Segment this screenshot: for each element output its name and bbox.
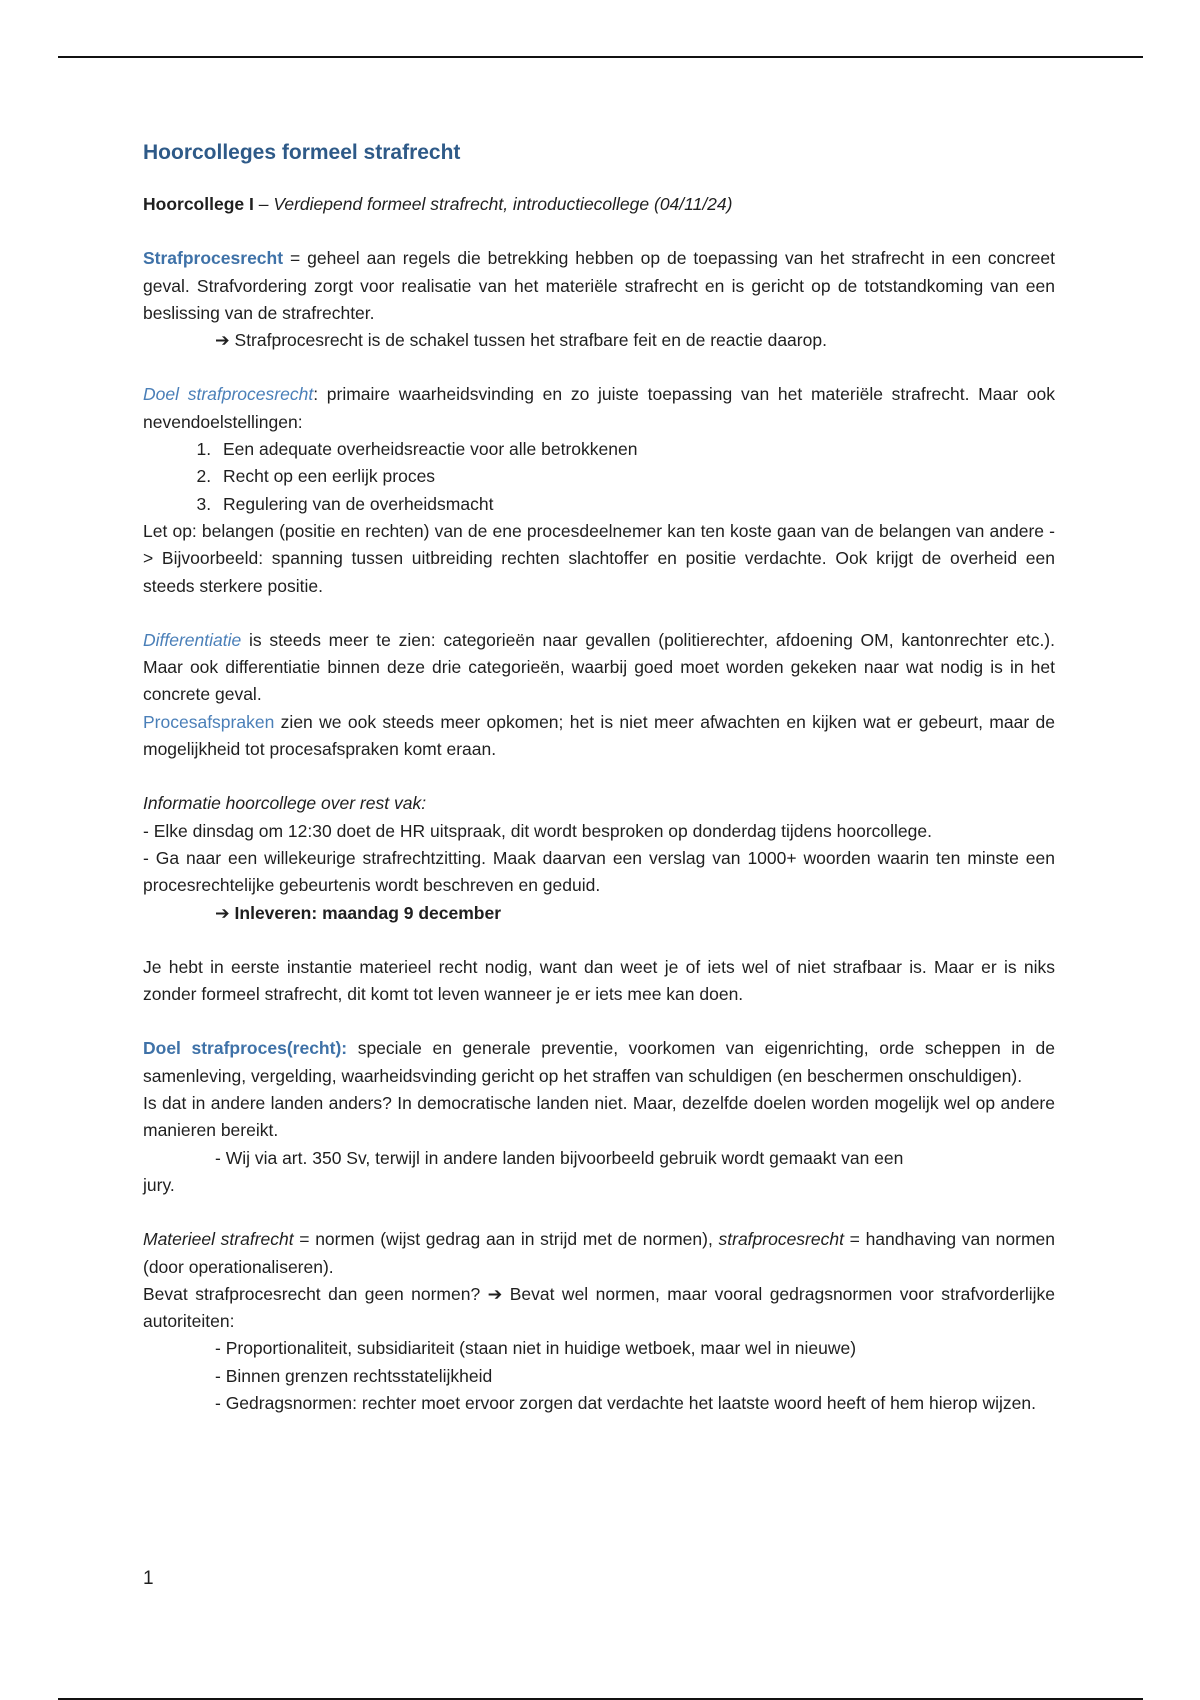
- page-number: 1: [143, 1568, 154, 1589]
- lecture-separator: –: [253, 194, 274, 214]
- section-normen: [143, 1226, 1055, 1281]
- lecture-heading: [143, 191, 1055, 218]
- list-item: 2. Recht op een eerlijk proces: [216, 463, 1055, 490]
- section3-text2: zien we ook steeds meer opkomen; het is niet meer afwachten en kijken wat er gebeurt, maar de mogelijkheid tot procesafspraken komt eraan.: [143, 711, 1055, 760]
- document-body: [143, 138, 1055, 1417]
- list-item: 1. Een adequate overheidsreactie voor alle betrokkenen: [216, 436, 1055, 463]
- section6-text: speciale en generale preventie, voorkomen van eigenrichting, orde scheppen in de samenleving, vergelding, waarheidsvinding gericht op het straffen van schuldigen (en beschermen onschuldigen).: [143, 1038, 1055, 1086]
- list-item: 3. Regulering van de overheidsmacht: [216, 491, 1055, 518]
- info-heading: Informatie hoorcollege over rest vak:: [143, 793, 427, 814]
- section2-text: : primaire waarheidsvinding en zo juiste toepassing van het materiële strafrecht. Maar ook nevendoelstellingen:: [143, 384, 1055, 432]
- term-procesafspraken: Procesafspraken: [143, 711, 275, 732]
- term-strafprocesrecht: Strafprocesrecht: [143, 248, 284, 269]
- materieel-paragraph: Je hebt in eerste instantie materieel recht nodig, want dan weet je of iets wel of niet strafbaar is. Maar er is niks zonder formeel strafrecht, dit komt tot leven wanneer je er iets mee kan doen.: [143, 956, 1055, 1005]
- arrow-icon: ➔: [215, 902, 235, 923]
- let-op-note: Let op: belangen (positie en rechten) van de ene procesdeelnemer kan ten koste gaan van de belangen van andere -> Bijvoorbeeld: spanning tussen uitbreiding rechten slachtoffer en positie verdachte. Ook krijgt de overheid een steeds sterkere positie.: [143, 520, 1055, 596]
- section-strafprocesrecht: [143, 245, 1055, 327]
- section1-text: = geheel aan regels die betrekking hebben op de toepassing van het strafrecht in een concreet geval. Strafvordering zorgt voor realisatie van het materiële strafrecht en is gericht op de totstandkoming van een beslissing van de strafrechter.: [143, 248, 1055, 323]
- info-item-2: - Ga naar een willekeurige strafrechtzitting. Maak daarvan een verslag van 1000+ woorden waarin ten minste een procesrechtelijke gebeurtenis wordt beschreven en geduid.: [143, 847, 1055, 896]
- term-materieel-strafrecht: Materieel strafrecht: [143, 1229, 294, 1250]
- section3-text1: is steeds meer te zien: categorieën naar gevallen (politierechter, afdoening OM, kantonrechter etc.). Maar ook differentiatie binnen deze drie categorieën, waarbij goed moet worden gekeken naar wat nodig is in het concrete geval.: [143, 629, 1055, 705]
- art-350-start: - Wij via art. 350 Sv, terwijl in andere landen bijvoorbeeld gebruik wordt gemaakt van een: [215, 1147, 904, 1168]
- header-rule: [58, 56, 1143, 58]
- section-procesafspraken: [143, 709, 1055, 764]
- deadline-text: Inleveren: maandag 9 december: [234, 902, 502, 923]
- deadline-line: [143, 900, 1055, 927]
- bullet-item: - Proportionaliteit, subsidiariteit (staan niet in huidige wetboek, maar wel in nieuwe): [215, 1338, 857, 1359]
- other-countries-question: Is dat in andere landen anders? In democratische landen niet. Maar, dezelfde doelen worden mogelijk wel op andere manieren bereikt.: [143, 1093, 1055, 1141]
- term-doel-strafprocesrecht: Doel strafprocesrecht: [143, 384, 314, 405]
- lecture-label: Hoorcollege I: [143, 194, 254, 214]
- art-350-line: [143, 1145, 1055, 1200]
- section-doel: [143, 381, 1055, 436]
- section-doel-strafproces: [143, 1035, 1055, 1090]
- normen-question: Bevat strafprocesrecht dan geen normen? ➔ Bevat wel normen, maar vooral gedragsnormen voor strafvorderlijke autoriteiten:: [143, 1283, 1055, 1332]
- term-differentiatie: Differentiatie: [143, 629, 242, 650]
- lecture-subtitle: Verdiepend formeel strafrecht, introductiecollege (04/11/24): [273, 194, 733, 214]
- term-strafprocesrecht-2: strafprocesrecht: [718, 1229, 844, 1250]
- section7-text1: = normen (wijst gedrag aan in strijd met de normen),: [293, 1229, 719, 1250]
- bullet-item: - Binnen grenzen rechtsstatelijkheid: [215, 1365, 493, 1386]
- document-title: Hoorcolleges formeel strafrecht: [143, 141, 461, 164]
- info-item-1: - Elke dinsdag om 12:30 doet de HR uitspraak, dit wordt besproken op donderdag tijdens hoorcollege.: [143, 820, 932, 841]
- bullet-item: - Gedragsnormen: rechter moet ervoor zorgen dat verdachte het laatste woord heeft of hem hierop wijzen.: [215, 1392, 1036, 1413]
- arrow-line-1: ➔ Strafprocesrecht is de schakel tussen het strafbare feit en de reactie daarop.: [215, 330, 827, 351]
- section-differentiatie: [143, 627, 1055, 709]
- term-doel-strafproces: Doel strafproces(recht):: [143, 1038, 348, 1059]
- section7-text2: = handhaving van normen (door operationaliseren).: [143, 1229, 1055, 1277]
- art-350-end: jury.: [143, 1174, 175, 1195]
- nevendoelstellingen-list: [143, 436, 1055, 518]
